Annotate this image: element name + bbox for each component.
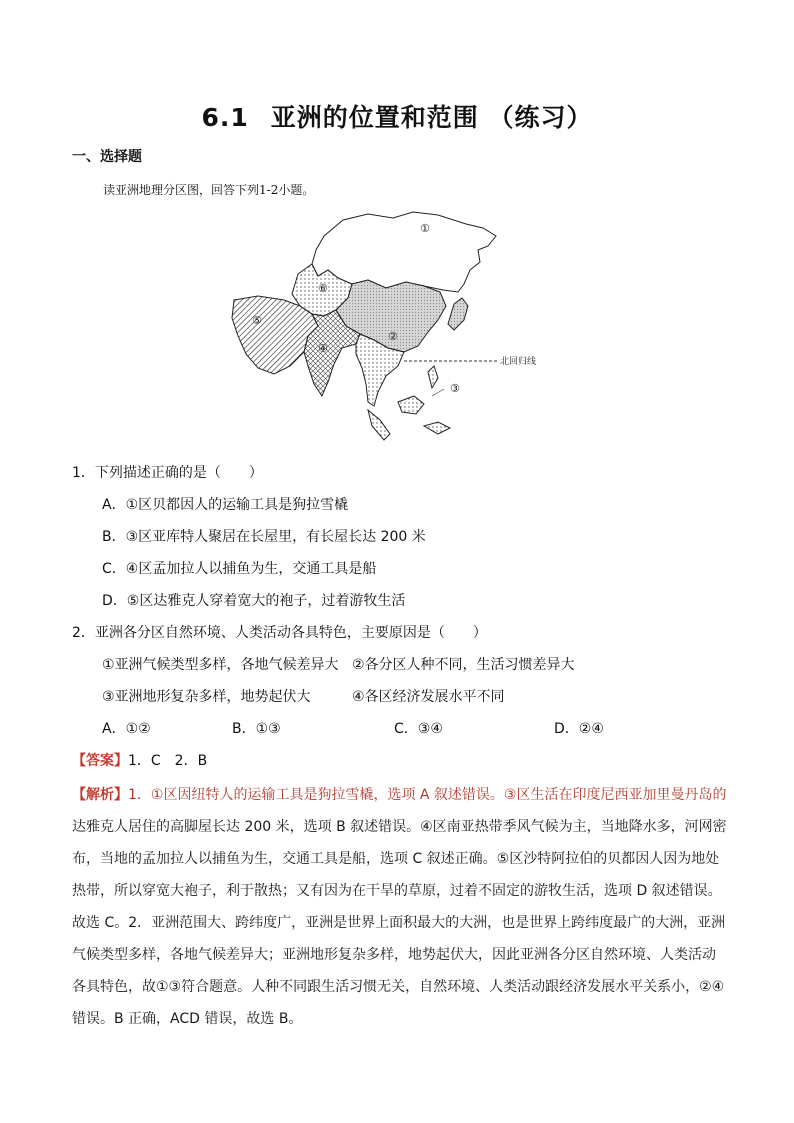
explanation-line: 达雅克人居住的高脚屋长达 200 米，选项 B 叙述错误。④区南亚热带季风气候为主，当地降水多，河网密 — [72, 819, 727, 835]
question-1-option-b: B．③区亚库特人聚居在长屋里，有长屋长达 200 米 — [102, 529, 426, 545]
asia-region-map — [228, 206, 537, 451]
title-main: 亚洲的位置和范围 （练习） — [270, 103, 593, 132]
question-2-option-a: A．①② — [102, 721, 151, 737]
question-1-option-d: D．⑤区达雅克人穿着宽大的袍子，过着游牧生活 — [102, 593, 406, 609]
answer-label: 【答案】 — [72, 753, 128, 769]
intro-text: 读亚洲地理分区图，回答下列1-2小题。 — [103, 183, 315, 197]
question-2-option-b: B．①③ — [232, 721, 281, 737]
explanation-line: 故选 C。2．亚洲范围大、跨纬度广，亚洲是世界上面积最大的大洲，也是世界上跨纬度最广的大洲，亚洲 — [72, 915, 726, 931]
title-number: 6.1 — [201, 103, 249, 132]
region-label-3: ③ — [450, 382, 460, 395]
question-2-statement-3: ③亚洲地形复杂多样，地势起伏大 — [102, 689, 311, 705]
explanation-line: 气候类型多样，各地气候差异大；亚洲地形复杂多样，地势起伏大，因此亚洲各分区自然环境、人类活动 — [72, 947, 716, 963]
explanation-line: 热带，所以穿宽大袍子，利于散热；又有因为在干旱的草原，过着不固定的游牧生活，选项 D 叙述错误。 — [72, 883, 722, 899]
section-heading: 一、选择题 — [72, 149, 142, 165]
explanation-line: 各具特色，故①③符合题意。人种不同跟生活习惯无关，自然环境、人类活动跟经济发展水平关系小，②④ — [72, 979, 725, 995]
explanation-line: 错误。B 正确，ACD 错误，故选 B。 — [72, 1011, 303, 1027]
explanation-line: 布，当地的孟加拉人以捕鱼为生，交通工具是船，选项 C 叙述正确。⑤区沙特阿拉伯的贝都因人因为地处 — [72, 851, 720, 867]
answer-text: 1．C 2．B — [128, 753, 208, 769]
question-2-option-d: D．②④ — [554, 721, 604, 737]
region-label-4: ④ — [318, 342, 328, 355]
question-2-statement-1: ①亚洲气候类型多样，各地气候差异大 — [102, 657, 339, 673]
region-label-6: ⑥ — [318, 282, 328, 295]
region-label-5: ⑤ — [252, 314, 262, 327]
explanation-block — [72, 779, 727, 1035]
question-2-stem: 2．亚洲各分区自然环境、人类活动各具特色，主要原因是（ ） — [72, 625, 487, 641]
region-label-2: ② — [388, 330, 398, 343]
page-title — [0, 98, 794, 134]
question-1-option-a: A．①区贝都因人的运输工具是狗拉雪橇 — [102, 497, 349, 513]
question-2-statement-2: ②各分区人种不同，生活习惯差异大 — [352, 657, 575, 673]
question-1-stem: 1．下列描述正确的是（ ） — [72, 465, 263, 481]
tropic-label: 北回归线 — [500, 357, 537, 367]
region-label-1: ① — [420, 222, 430, 235]
answer-block — [72, 750, 207, 770]
explanation-line: 【解析】1．①区因纽特人的运输工具是狗拉雪橇，选项 A 叙述错误。③区生活在印度尼西亚加里曼丹岛的 — [72, 787, 727, 803]
question-2-statement-4: ④各区经济发展水平不同 — [352, 689, 505, 705]
question-2-option-c: C．③④ — [394, 721, 443, 737]
question-1-option-c: C．④区孟加拉人以捕鱼为生，交通工具是船 — [102, 561, 377, 577]
explanation-label: 【解析】 — [72, 787, 128, 803]
